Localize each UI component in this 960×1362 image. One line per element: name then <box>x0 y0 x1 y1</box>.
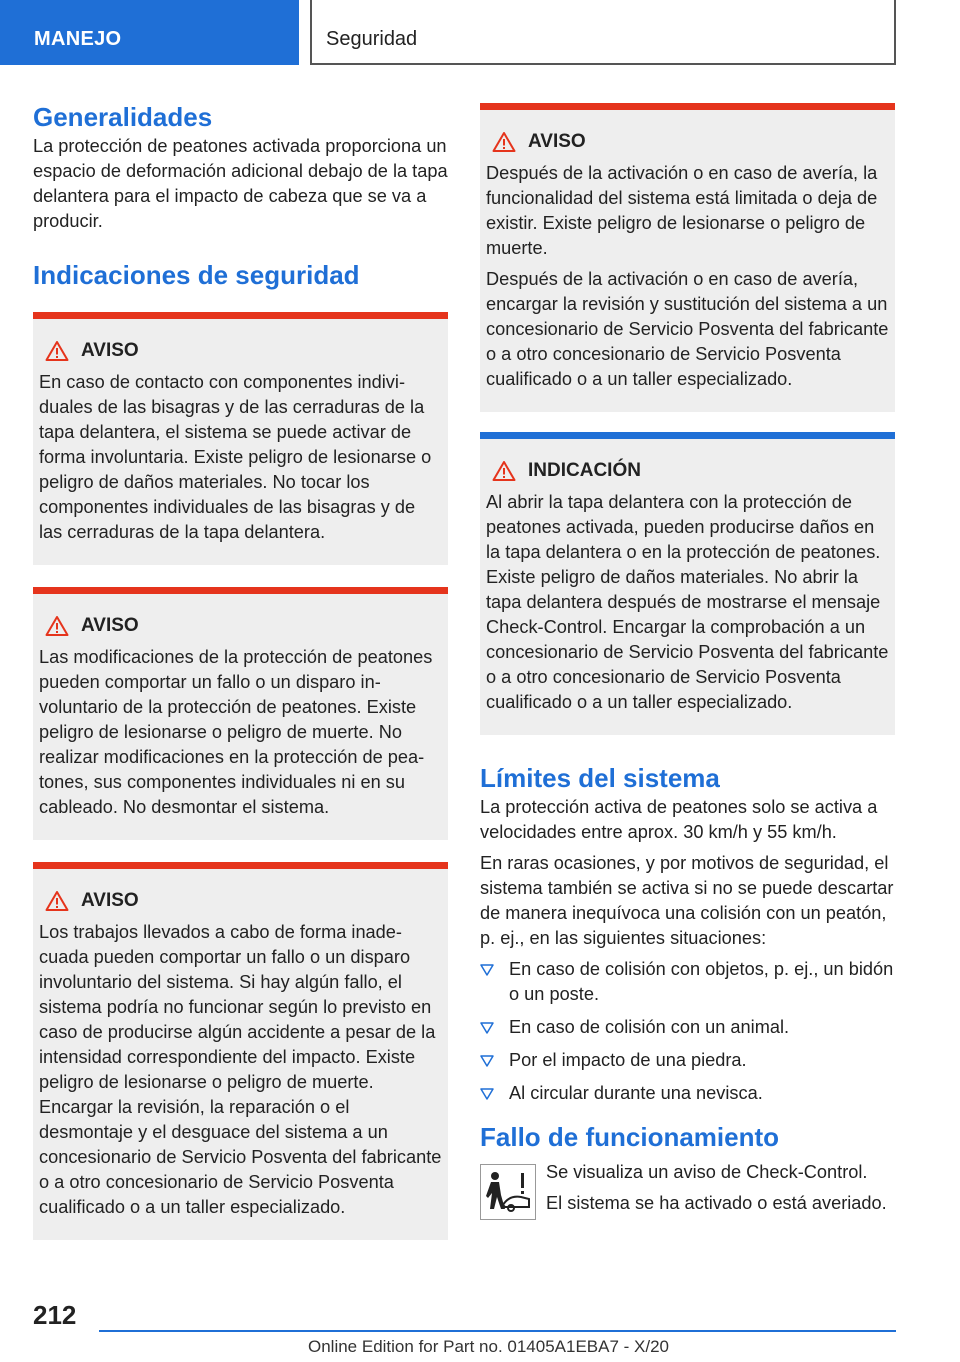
heading-indicaciones: Indicaciones de seguridad <box>33 260 360 290</box>
note-label: INDICACIÓN <box>528 460 641 481</box>
warning-bar <box>480 103 895 110</box>
list-item-text: Al circular durante una nevisca. <box>509 1083 763 1103</box>
triangle-bullet-icon <box>480 1054 494 1068</box>
warning-header <box>486 125 889 159</box>
warning-triangle-icon <box>45 890 69 912</box>
note-bar <box>480 432 895 439</box>
right-column <box>480 103 895 1220</box>
note-text: Al abrir la tapa delantera con la protección de peatones activada, pueden producirse daños en la tapa delantera o en la protección de peatones. Existe peligro de daños materiales. No abrir la tapa delantera después de mostrarse el mensaje Check-Control. Encargar la comprobación a un concesionario de Servicio Posventa del fabricante o a otro concesionario de Servicio Posventa cualificado o a un taller especializado. <box>486 492 889 712</box>
chapter-tab[interactable] <box>0 0 299 65</box>
heading-limites: Límites del sistema <box>480 763 720 793</box>
warning-text: Los trabajos llevados a cabo de forma inadecuada pueden comportar un fallo o un disparo involuntario del sistema. Si hay algún fallo, el sistema podría no funcionar según lo previsto en caso de producirse algún accidente a pesar de la intensidad correspondiente del impacto. Existe peligro de lesionarse o peligro de muerte. Encargar la revisión, la reparación o el desmontaje y el desguace del sistema a un concesionario de Servicio Posventa del fabricante o a otro concesionario de Servicio Posventa cualificado o a un taller especializado. <box>39 922 442 1217</box>
warning-bar <box>33 587 448 594</box>
warning-triangle-icon <box>45 340 69 362</box>
warning-text: Después de la activación o en caso de avería, la funcionalidad del sistema está limitada o deja de existir. Existe peligro de lesionarse o peligro de muerte. <box>486 163 878 258</box>
list-item <box>480 957 895 1007</box>
list-item-text: En caso de colisión con objetos, p. ej., un bidón o un poste. <box>509 959 894 1004</box>
warning-box-4 <box>480 103 895 412</box>
footer-edition: Online Edition for Part no. 01405A1EBA7 - X/20 <box>308 1337 670 1356</box>
malfunction-line-2: El sistema se ha activado o está averiado. <box>546 1193 887 1213</box>
heading-fallo: Fallo de funcionamiento <box>480 1122 780 1152</box>
warning-label: AVISO <box>81 890 139 911</box>
limits-list <box>480 957 895 1106</box>
triangle-bullet-icon <box>480 1087 494 1101</box>
warning-box-2 <box>33 587 448 840</box>
note-header <box>486 454 889 488</box>
heading-generalidades: Generalidades <box>33 102 213 132</box>
footer-rule <box>99 1330 896 1332</box>
warning-text: Después de la activación o en caso de avería, encargar la revisión y sustitución del sistema a un concesionario de Servicio Posventa del fabricante o a otro concesionario de Servicio Posventa cualificado o a un taller especializado. <box>486 269 889 389</box>
malfunction-line-1: Se visualiza un aviso de Check-Control. <box>546 1162 868 1182</box>
warning-header <box>39 609 442 643</box>
warning-header <box>39 334 442 368</box>
list-item <box>480 1015 895 1040</box>
triangle-bullet-icon <box>480 1021 494 1035</box>
warning-label: AVISO <box>81 340 139 361</box>
page-number: 212 <box>33 1300 77 1330</box>
warning-triangle-icon <box>492 131 516 153</box>
malfunction-block <box>480 1160 895 1220</box>
pedestrian-protection-icon-svg <box>481 1165 535 1219</box>
warning-text: En caso de contacto con componentes individuales de las bisagras y de las cerraduras de la tapa delantera, el sistema se puede activar de forma involuntaria. Existe peligro de lesionarse o peligro de daños materiales. No tocar los componentes individuales de las bisagras y de las cerraduras de la tapa delantera. <box>39 372 432 542</box>
malfunction-text <box>546 1160 887 1220</box>
pedestrian-protection-icon <box>480 1164 536 1220</box>
list-item-text: Por el impacto de una piedra. <box>509 1050 747 1070</box>
warning-triangle-icon <box>45 615 69 637</box>
warning-bar <box>33 862 448 869</box>
list-item <box>480 1048 895 1073</box>
warning-label: AVISO <box>528 131 586 152</box>
warning-box-1 <box>33 312 448 565</box>
warning-label: AVISO <box>81 615 139 636</box>
left-column <box>33 100 448 1240</box>
section-header <box>310 0 896 65</box>
warning-box-3 <box>33 862 448 1240</box>
chapter-label: MANEJO <box>34 28 122 50</box>
warning-header <box>39 884 442 918</box>
general-paragraph: La protección de peatones activada proporciona un espacio de deformación adicional debajo de la tapa delantera para el impacto de cabeza que se va a producir. <box>33 136 448 231</box>
warning-triangle-icon <box>492 460 516 482</box>
warning-text: Las modificaciones de la protección de peatones pueden comportar un fallo o un disparo involuntario de la protección de peatones. Existe peligro de lesionarse o peligro de muerte. No realizar modificaciones en la protección de peatones, sus componentes individuales ni en su cableado. No desmontar el sistema. <box>39 647 433 817</box>
list-item <box>480 1081 895 1106</box>
limits-paragraph-1: La protección activa de peatones solo se activa a velocidades entre aprox. 30 km/h y 55 km/h. <box>480 797 878 842</box>
limits-paragraph-2: En raras ocasiones, y por motivos de seguridad, el sistema también se activa si no se puede descartar de manera inequívoca una colisión con un peatón, p. ej., en las siguientes situaciones: <box>480 853 894 948</box>
triangle-bullet-icon <box>480 963 494 977</box>
list-item-text: En caso de colisión con un animal. <box>509 1017 790 1037</box>
section-label: Seguridad <box>326 28 418 50</box>
note-box <box>480 432 895 735</box>
warning-bar <box>33 312 448 319</box>
